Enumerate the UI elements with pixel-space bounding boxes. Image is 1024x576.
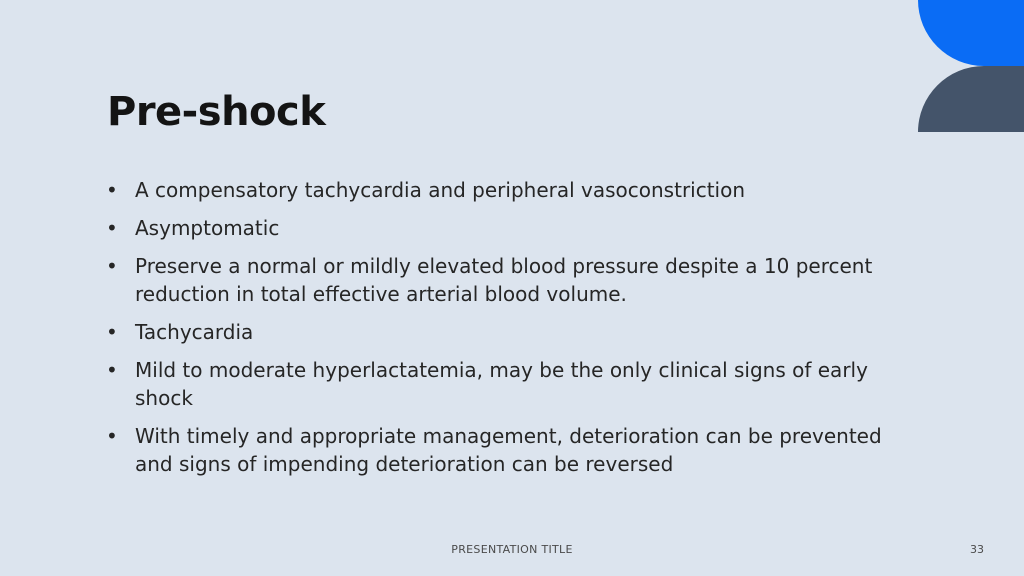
bullet-list — [106, 176, 906, 488]
bullet-item — [106, 252, 906, 308]
bullet-text: With timely and appropriate management, deterioration can be prevented and signs of impending deterioration can be reversed — [135, 424, 882, 476]
bullet-dot-icon: • — [106, 320, 118, 344]
blue-half-circle-shape — [918, 0, 1024, 66]
bullet-item — [106, 318, 906, 346]
bullet-dot-icon: • — [106, 358, 118, 382]
bullet-item — [106, 356, 906, 412]
bullet-dot-icon: • — [106, 216, 118, 240]
bullet-dot-icon: • — [106, 254, 118, 278]
bullet-text: Preserve a normal or mildly elevated blood pressure despite a 10 percent reduction in total effective arterial blood volume. — [135, 254, 873, 306]
bullet-item — [106, 422, 906, 478]
bullet-dot-icon: • — [106, 178, 118, 202]
slide-title: Pre-shock — [107, 89, 326, 135]
bullet-text: Asymptomatic — [135, 216, 280, 240]
footer-presentation-title: PRESENTATION TITLE — [451, 543, 573, 556]
bullet-item — [106, 214, 906, 242]
bullet-text: Mild to moderate hyperlactatemia, may be the only clinical signs of early shock — [135, 358, 868, 410]
page-number: 33 — [970, 543, 984, 556]
bullet-dot-icon: • — [106, 424, 118, 448]
slate-half-circle-shape — [918, 66, 1024, 132]
bullet-item — [106, 176, 906, 204]
bullet-text: A compensatory tachycardia and peripheral vasoconstriction — [135, 178, 746, 202]
bullet-text: Tachycardia — [135, 320, 254, 344]
